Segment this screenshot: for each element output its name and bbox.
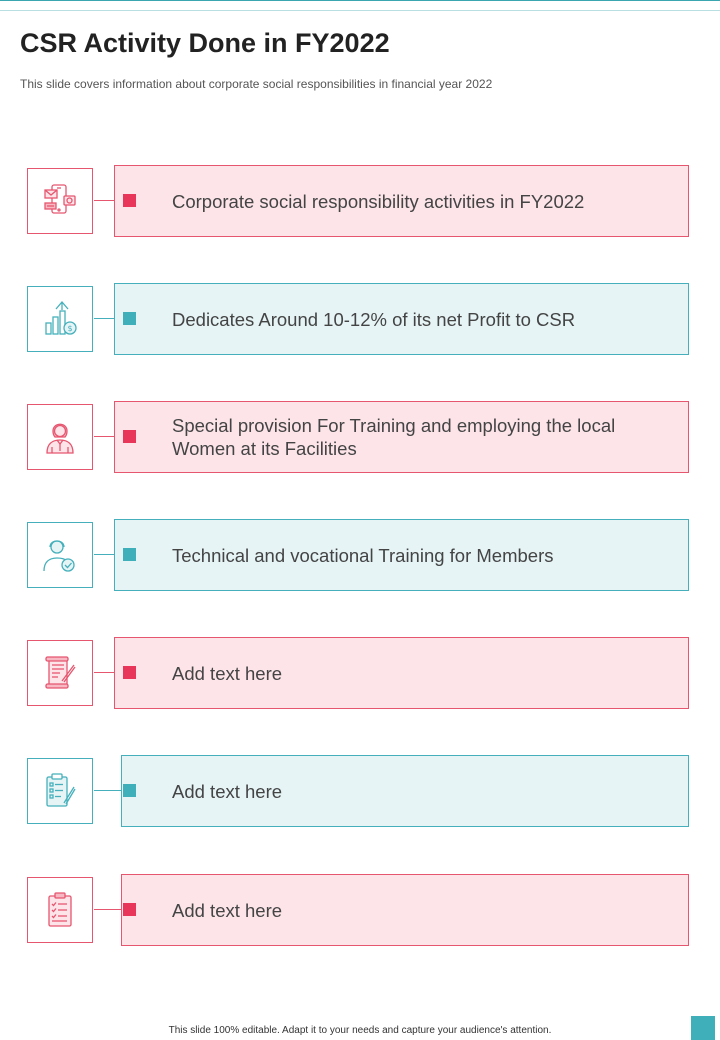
activity-icon-box-7 [27,877,93,943]
activity-text-5: Add text here [172,662,283,684]
activity-row-2 [0,283,720,355]
activity-row-6 [0,755,720,827]
activity-text-6: Add text here [172,780,283,802]
page-title: CSR Activity Done in FY2022 [20,28,390,58]
bullet-marker [123,784,136,797]
activity-icon-box-4 [27,522,93,588]
activity-text-3: Special provision For Training and employing the local Women at its Facilities [172,415,616,459]
profit-growth-icon [40,299,80,339]
activity-row-3 [0,401,720,473]
bullet-marker [123,903,136,916]
corner-accent-square [691,1016,715,1040]
verified-member-icon [40,535,80,575]
bullet-marker [123,666,136,679]
top-rule-secondary [0,10,720,11]
activity-icon-box-3 [27,404,93,470]
footer-note: This slide 100% editable. Adapt it to your needs and capture your audience's attention. [168,1025,552,1036]
activity-text-7: Add text here [172,899,283,921]
document-pen-icon [40,653,80,693]
task-list-clipboard-icon [40,890,80,930]
svg-text:$: $ [67,324,73,333]
activity-row-1 [0,165,720,237]
activity-icon-box-5 [27,640,93,706]
activity-row-5 [0,637,720,709]
activity-icon-box-1 [27,168,93,234]
bullet-marker [123,548,136,561]
bullet-marker [123,430,136,443]
bullet-marker [123,312,136,325]
woman-employee-icon [40,417,80,457]
mobile-mail-icon [40,181,80,221]
activity-icon-box-2 [27,286,93,352]
activity-row-7 [0,874,720,946]
activity-text-1: Corporate social responsibility activities in FY2022 [172,190,585,212]
activity-icon-box-6 [27,758,93,824]
checklist-clipboard-icon [40,771,80,811]
bullet-marker [123,194,136,207]
activity-row-4 [0,519,720,591]
page-subtitle: This slide covers information about corporate social responsibilities in financial year 2022 [20,77,493,91]
top-rule [0,0,720,1]
activity-text-2: Dedicates Around 10-12% of its net Profit to CSR [172,308,576,330]
activity-text-4: Technical and vocational Training for Members [172,544,554,566]
